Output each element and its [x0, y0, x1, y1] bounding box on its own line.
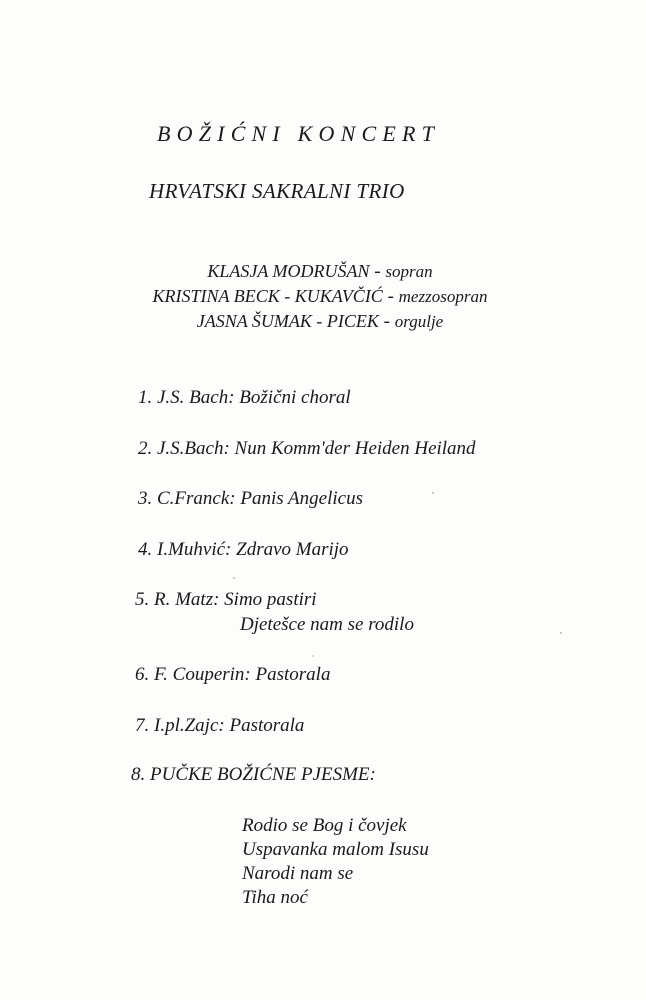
program-item: 7. I.pl.Zajc: Pastorala: [135, 715, 305, 736]
song-title: Rodio se Bog i čovjek: [242, 815, 407, 836]
performer-name: KLASJA MODRUŠAN: [207, 261, 370, 281]
separator: -: [369, 261, 386, 282]
performer-line: [100, 259, 540, 284]
program-item: 6. F. Couperin: Pastorala: [135, 664, 331, 685]
program-item-continuation: Djetešce nam se rodilo: [240, 614, 414, 635]
separator: -: [378, 311, 395, 332]
paper-speck: [560, 632, 562, 634]
program-item: 1. J.S. Bach: Božični choral: [138, 387, 351, 408]
paper-speck: [233, 577, 235, 579]
performer-role: mezzosopran: [398, 287, 488, 306]
ensemble-name: HRVATSKI SAKRALNI TRIO: [149, 179, 405, 203]
song-title: Uspavanka malom Isusu: [242, 839, 429, 860]
separator: -: [382, 286, 399, 307]
paper-speck: [312, 655, 314, 657]
song-title: Narodi nam se: [242, 863, 354, 884]
performer-role: sopran: [385, 262, 433, 281]
program-item: 2. J.S.Bach: Nun Komm'der Heiden Heiland: [138, 438, 476, 459]
folk-songs-list: [242, 814, 429, 910]
performer-line: [100, 309, 540, 334]
song-title: Tiha noć: [242, 887, 308, 908]
paper-speck: [432, 492, 434, 494]
program-item: 5. R. Matz: Simo pastiri: [135, 589, 317, 610]
performers-list: [100, 259, 540, 334]
program-item: 4. I.Muhvić: Zdravo Marijo: [138, 539, 349, 560]
program-item: 3. C.Franck: Panis Angelicus: [138, 488, 363, 509]
performer-role: orgulje: [394, 312, 444, 331]
program-item: 8. PUČKE BOŽIĆNE PJESME:: [131, 764, 376, 785]
performer-name: KRISTINA BECK - KUKAVČIĆ: [152, 286, 383, 306]
concert-title: BOŽIĆNI KONCERT: [157, 121, 441, 146]
performer-name: JASNA ŠUMAK - PICEK: [196, 311, 379, 331]
performer-line: [100, 284, 540, 309]
